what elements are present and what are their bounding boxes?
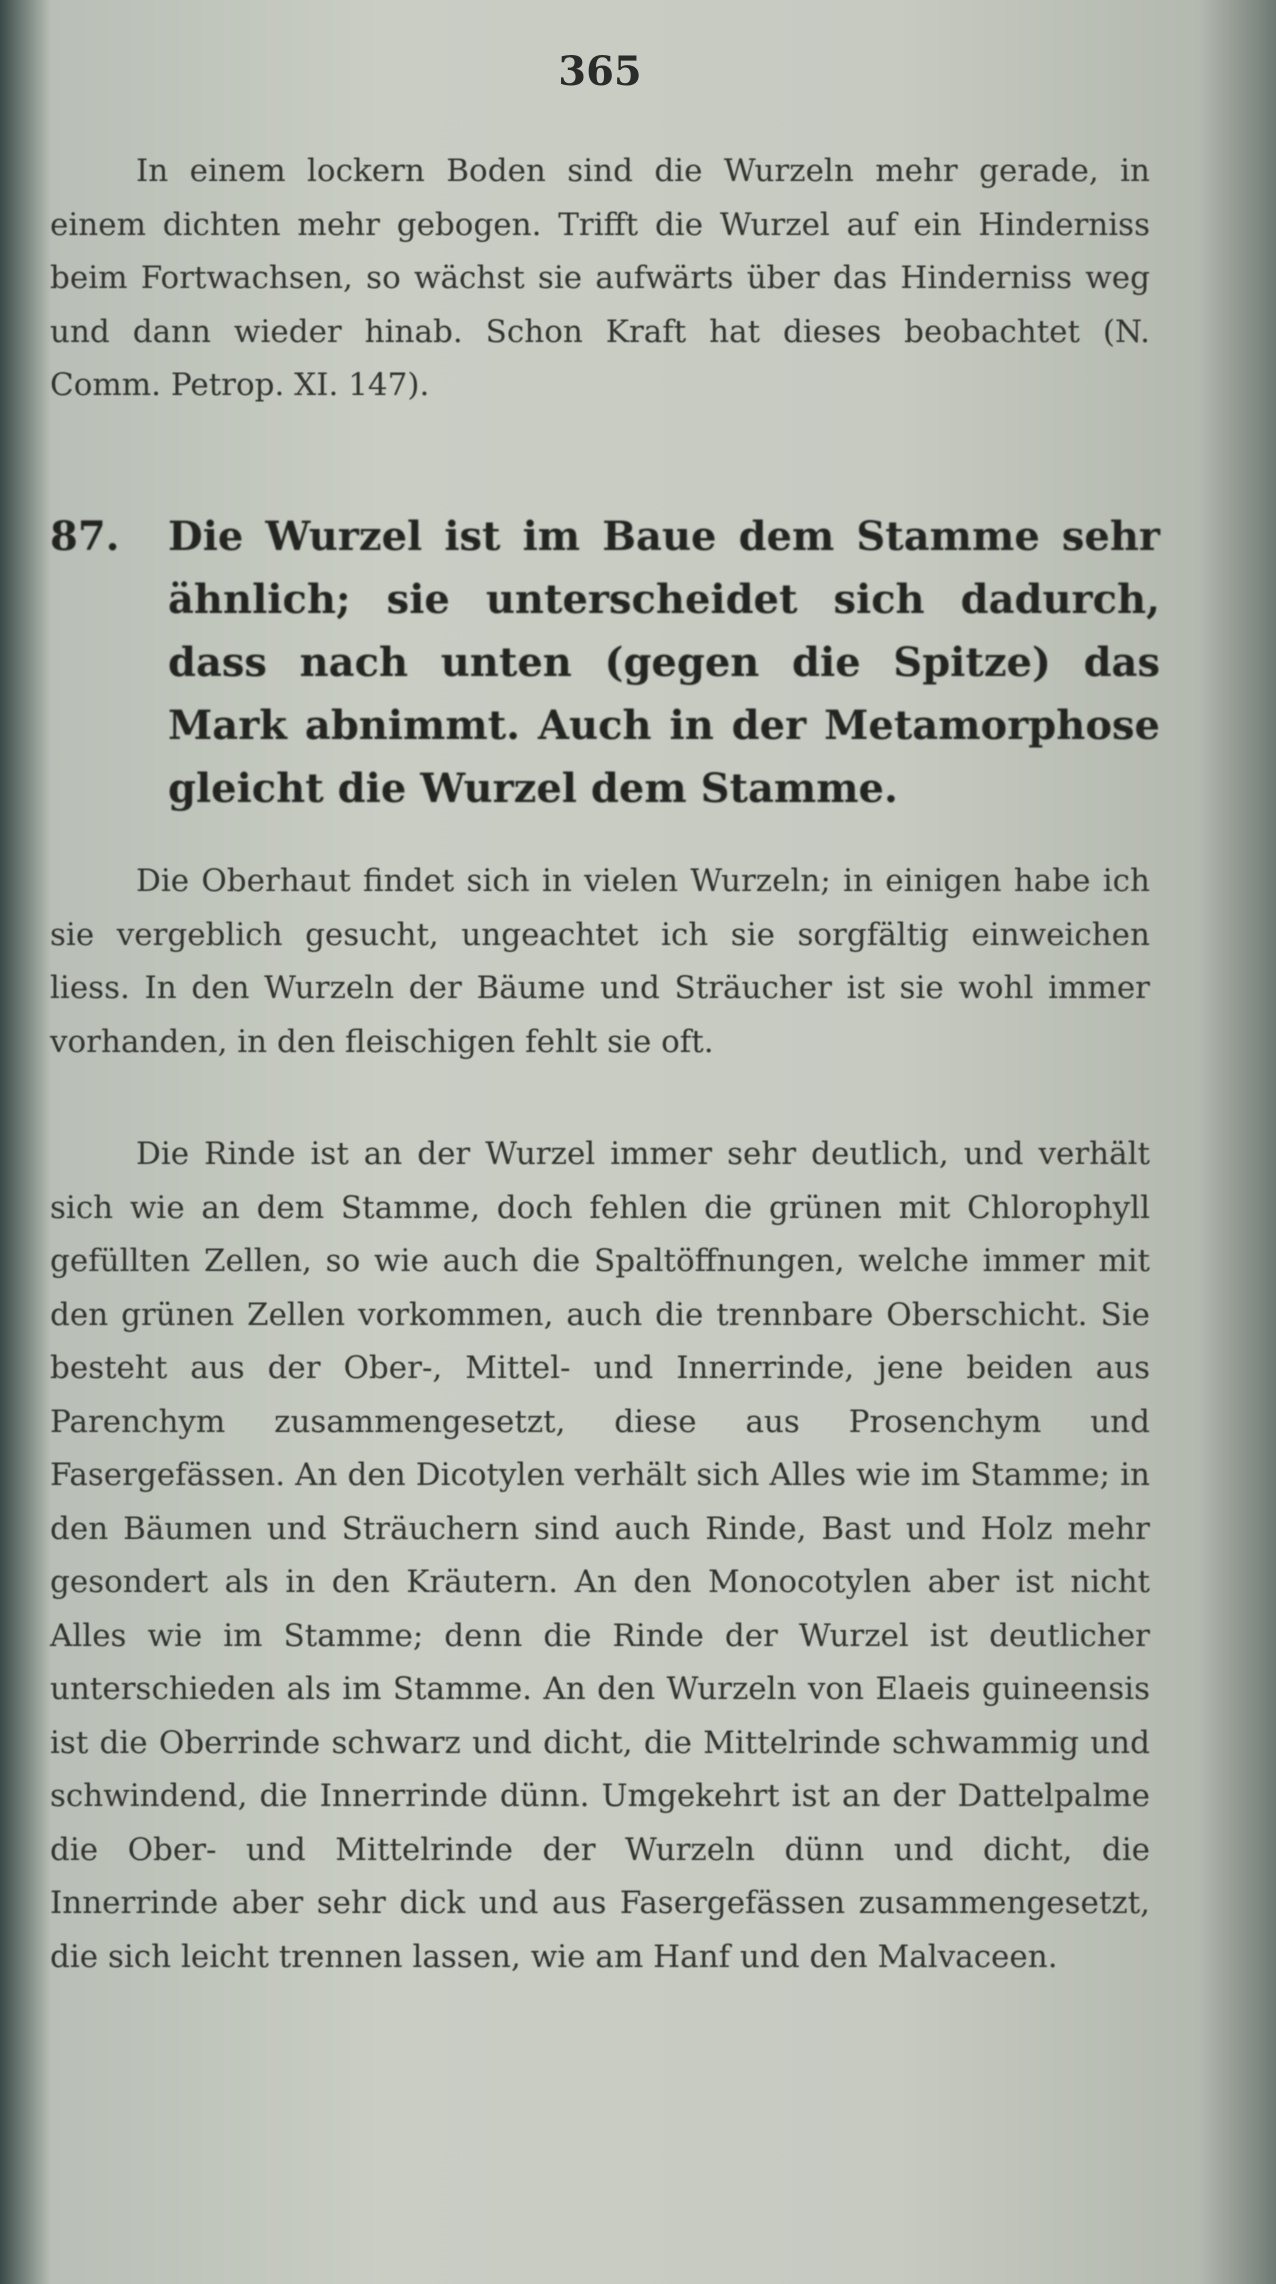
section-number: 87. (50, 513, 120, 560)
section-heading-block (50, 505, 1160, 820)
page-number: 365 (558, 48, 642, 95)
oberhaut-text-block (50, 855, 1150, 1069)
intro-text-block (50, 145, 1150, 413)
intro-paragraph: In einem lockern Boden sind die Wurzeln mehr gerade, in einem dichten mehr gebogen. Trifft die Wurzel auf ein Hinderniss beim Fortwachsen, so wächst sie aufwärts über das Hinderniss weg und dann wieder hinab. Schon Kraft hat dieses beobachtet (N. Comm. Petrop. XI. 147). (50, 153, 1150, 403)
paragraph-oberhaut: Die Oberhaut findet sich in vielen Wurzeln; in einigen habe ich sie vergeblich gesucht, ungeachtet ich sie sorgfältig einweichen liess. In den Wurzeln der Bäume und Sträucher ist sie wohl immer vorhanden, in den fleischigen fehlt sie oft. (50, 863, 1150, 1060)
section-heading: Die Wurzel ist im Baue dem Stamme sehr ähnlich; sie unterscheidet sich dadurch, dass nach unten (gegen die Spitze) das Mark abnimmt. Auch in der Metamorphose gleicht die Wurzel dem Stamme. (168, 513, 1160, 812)
paragraph-rinde: Die Rinde ist an der Wurzel immer sehr deutlich, und verhält sich wie an dem Stamme, doch fehlen die grünen mit Chlorophyll gefüllten Zellen, so wie auch die Spaltöffnungen, welche immer mit den grünen Zellen vorkommen, auch die trennbare Oberschicht. Sie besteht aus der Ober-, Mittel- und Innerrinde, jene beiden aus Parenchym zusammengesetzt, diese aus Prosenchym und Fasergefässen. An den Dicotylen verhält sich Alles wie im Stamme; in den Bäumen und Sträuchern sind auch Rinde, Bast und Holz mehr gesondert als in den Kräutern. An den Monocotylen aber ist nicht Alles wie im Stamme; denn die Rinde der Wurzel ist deutlicher unterschieden als im Stamme. An den Wurzeln von Elaeis guineensis ist die Oberrinde schwarz und dicht, die Mittelrinde schwammig und schwindend, die Innerrinde dünn. Umgekehrt ist an der Dattelpalme die Ober- und Mittelrinde der Wurzeln dünn und dicht, die Innerrinde aber sehr dick und aus Fasergefässen zusammengesetzt, die sich leicht trennen lassen, wie am Hanf und den Malvaceen. (50, 1136, 1150, 1975)
rinde-text-block (50, 1128, 1150, 1984)
